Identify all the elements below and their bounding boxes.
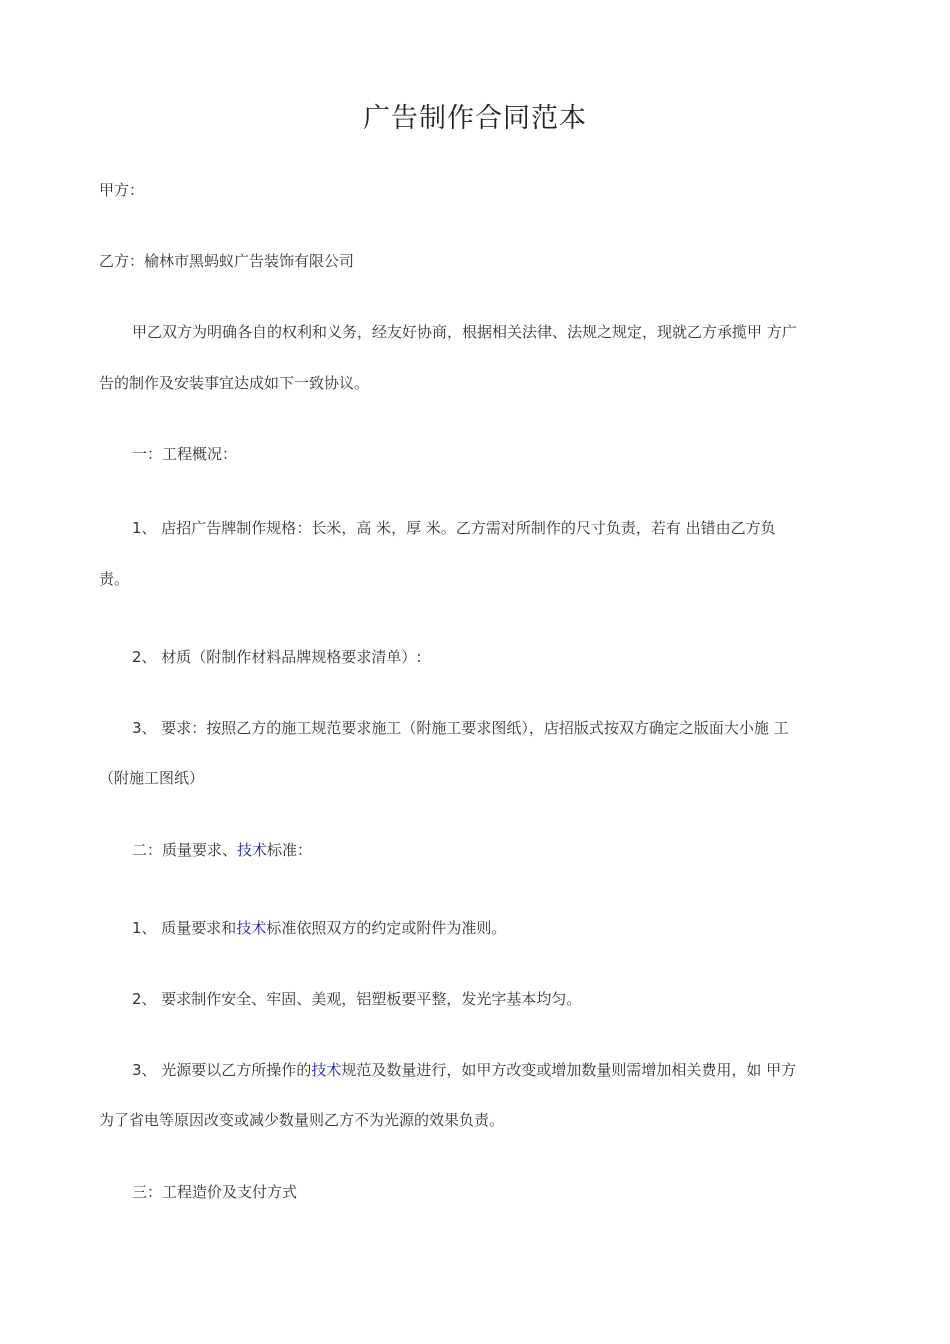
document-title: 广告制作合同范本 xyxy=(363,103,587,134)
section-2-item-3-post: 规范及数量进行，如甲方改变或增加数量则需增加相关费用，如 甲方 xyxy=(341,1061,797,1079)
section-2-item-3-line-2: 为了省电等原因改变或减少数量则乙方不为光源的效果负责。 xyxy=(99,1111,505,1129)
section-1-item-1-line-2: 责。 xyxy=(99,570,130,588)
section-2-heading-pre: 二：质量要求、 xyxy=(132,841,238,859)
section-2-item-1 xyxy=(132,917,506,939)
section-1-item-2: 2、 材质（附制作材料品牌规格要求清单）: xyxy=(132,648,422,666)
section-2-item-2: 2、 要求制作安全、牢固、美观，铝塑板要平整，发光字基本均匀。 xyxy=(132,990,582,1008)
section-2-item-1-pre: 1、 质量要求和 xyxy=(132,919,237,937)
section-1-item-3-line-1: 3、 要求：按照乙方的施工规范要求施工（附施工要求图纸），店招版式按双方确定之版面大小施 工 xyxy=(132,719,789,737)
intro-line-1: 甲乙双方为明确各自的权利和义务，经友好协商，根据相关法律、法规之规定，现就乙方承揽甲 方广 xyxy=(132,323,797,341)
tech-link[interactable]: 技术 xyxy=(237,841,268,859)
section-2-item-3-line-1 xyxy=(132,1059,796,1081)
section-1-item-1-line-1: 1、 店招广告牌制作规格：长米，高 米，厚 米。乙方需对所制作的尺寸负责，若有 出错由乙方负 xyxy=(132,519,776,537)
party-a: 甲方： xyxy=(99,181,145,199)
intro-line-2: 告的制作及安装事宜达成如下一致协议。 xyxy=(99,374,370,392)
section-1-heading: 一：工程概况： xyxy=(132,445,238,463)
tech-link[interactable]: 技术 xyxy=(311,1061,342,1079)
tech-link[interactable]: 技术 xyxy=(236,919,267,937)
section-2-heading xyxy=(132,839,312,861)
section-2-item-3-pre: 3、 光源要以乙方所操作的 xyxy=(132,1061,312,1079)
party-b: 乙方：榆林市黑蚂蚁广告装饰有限公司 xyxy=(99,252,355,270)
section-1-item-3-line-2: （附施工图纸） xyxy=(99,769,205,787)
section-2-heading-post: 标准： xyxy=(267,841,313,859)
section-3-heading: 三：工程造价及支付方式 xyxy=(132,1183,298,1201)
section-2-item-1-post: 标准依照双方的约定或附件为准则。 xyxy=(266,919,507,937)
